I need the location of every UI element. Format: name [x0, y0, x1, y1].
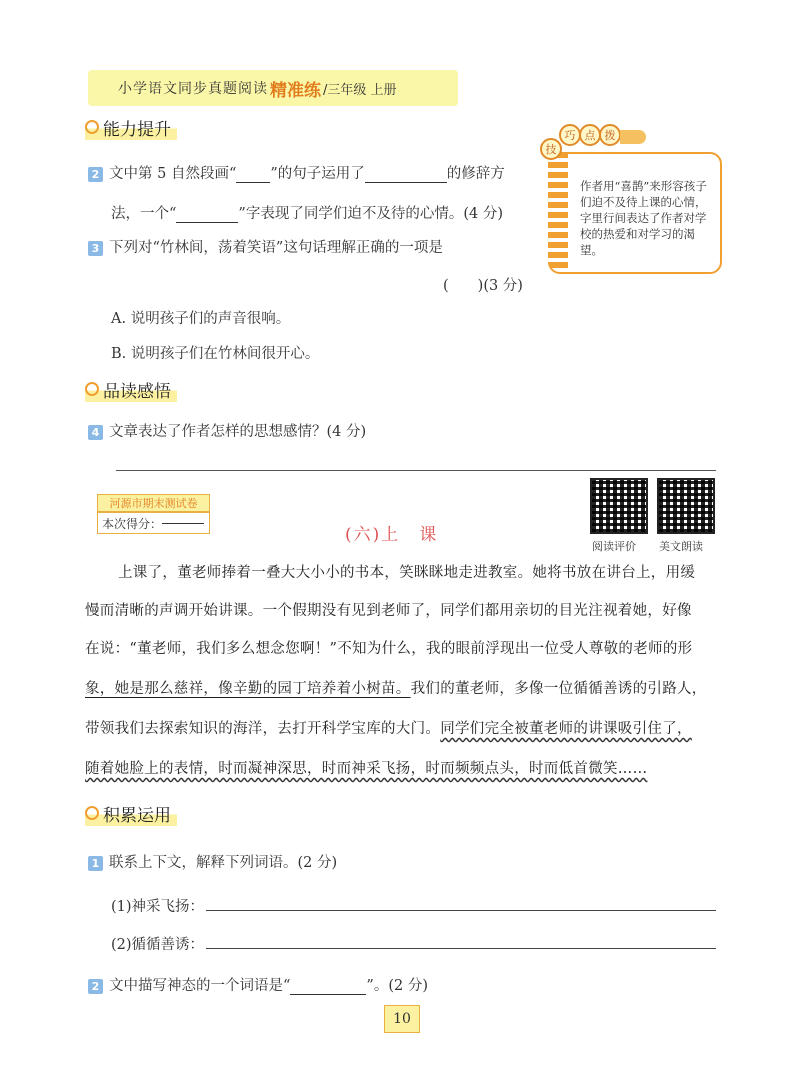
vocab-item-2: (2)循循善诱： [111, 937, 205, 953]
answer-blank[interactable] [365, 182, 447, 183]
question-2b-text: 2 文中描写神态的一个词语是“ ”。(2 分) [88, 974, 428, 995]
vocab-item-1: (1)神采飞扬： [111, 899, 205, 915]
tip-zigzag-border [548, 152, 568, 270]
qr-caption-recitation: 美文朗读 [659, 540, 703, 553]
option-a[interactable]: A. 说明孩子们的声音很响。 [111, 311, 291, 327]
article-line-3: 在说：“董老师，我们多么想念您啊！”不知为什么，我的眼前浮现出一位受人尊敬的老师的形 [85, 641, 693, 657]
question-2-line1: 2 文中第 5 自然段画“ ”的句子运用了 的修辞方 [88, 162, 505, 183]
article-line-4: 象，她是那么慈祥，像辛勤的园丁培养着小树苗。我们的董老师，多像一位循循善诱的引路人， [85, 681, 707, 697]
question-3-text: 3 下列对“竹林间，荡着笑语”这句话理解正确的一项是 [88, 236, 443, 257]
question-2-line2: 法，一个“ ”字表现了同学们迫不及待的心情。(4 分) [111, 206, 503, 222]
answer-line-2[interactable] [206, 948, 716, 949]
section-divider [116, 470, 716, 471]
section-heading-accumulation: 积累运用 [85, 800, 177, 826]
underlined-sentence: 象，她是那么慈祥，像辛勤的园丁培养着小树苗。 [85, 681, 411, 697]
answer-line-1[interactable] [206, 910, 716, 911]
article-line-1: 上课了，董老师捧着一叠大大小小的书本，笑眯眯地走进教室。她将书放在讲台上，用缓 [118, 565, 696, 581]
tip-badge-2: 巧 [559, 124, 581, 146]
article-line-5: 带领我们去探索知识的海洋，去打开科学宝库的大门。同学们完全被董老师的讲课吸引住了， [85, 721, 692, 737]
wavy-underlined-sentence: 随着她脸上的表情，时而凝神深思，时而神采飞扬，时而频频点头，时而低首微笑…… [85, 761, 648, 777]
question-4-text: 4 文章表达了作者怎样的思想感情？(4 分) [88, 420, 366, 441]
answer-blank[interactable] [290, 994, 366, 995]
tip-text: 作者用“喜鹊”来形容孩子们迫不及待上课的心情，字里行间表达了作者对学校的热爱和对学习的渴望。 [580, 179, 707, 257]
option-b[interactable]: B. 说明孩子们在竹林间很开心。 [111, 346, 320, 362]
page-number: 10 [384, 1005, 420, 1033]
article-title: (六)上 课 [345, 525, 439, 545]
answer-blank[interactable] [176, 222, 238, 223]
tip-badge-4: 拨 [599, 124, 621, 146]
question-3-score[interactable]: ( )(3 分) [443, 278, 523, 294]
series-title: 小学语文同步真题阅读 [118, 81, 268, 97]
series-brand: 精准练 [270, 80, 321, 101]
grade-label: /三年级 上册 [323, 82, 397, 98]
series-banner [88, 70, 458, 106]
question-number-badge: 3 [88, 241, 103, 256]
section-bullet-icon [85, 120, 99, 134]
article-line-6 [85, 757, 647, 778]
qr-caption-reading: 阅读评价 [592, 540, 636, 553]
score-box: 本次得分： [97, 512, 210, 534]
article-line-2: 慢而清晰的声调开始讲课。一个假期没有见到老师了，同学们都用亲切的目光注视着她，好像 [85, 603, 692, 619]
exam-source-tag: 河源市期末测试卷 [97, 494, 210, 512]
tip-badge-3: 点 [579, 124, 601, 146]
score-blank[interactable] [162, 523, 204, 524]
qr-code-recitation[interactable] [657, 478, 715, 534]
tip-badge-1: 技 [540, 138, 562, 160]
question-number-badge: 4 [88, 425, 103, 440]
section-heading-ability: 能力提升 [85, 114, 177, 140]
question-number-badge: 2 [88, 979, 103, 994]
qr-code-reading[interactable] [590, 478, 648, 534]
question-1-text: 1 联系上下文，解释下列词语。(2 分) [88, 851, 337, 872]
question-number-badge: 1 [88, 856, 103, 871]
pencil-icon [620, 130, 646, 144]
answer-blank[interactable] [236, 182, 270, 183]
section-bullet-icon [85, 806, 99, 820]
question-number-badge: 2 [88, 167, 103, 182]
section-bullet-icon [85, 382, 99, 396]
section-heading-reading: 品读感悟 [85, 376, 177, 402]
wavy-underlined-sentence: 同学们完全被董老师的讲课吸引住了， [440, 721, 692, 737]
